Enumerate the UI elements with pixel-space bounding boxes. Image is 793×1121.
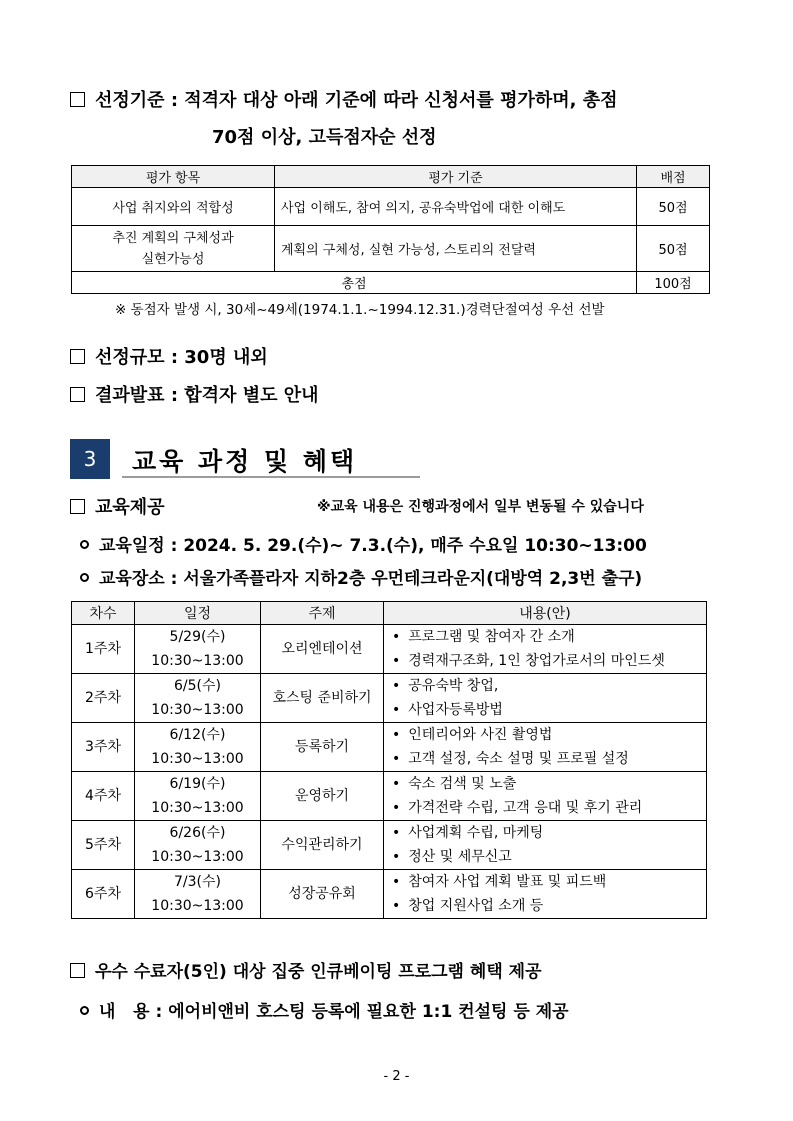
table-row — [72, 772, 707, 821]
curriculum-table — [71, 601, 707, 919]
criteria-heading — [70, 86, 618, 112]
topic-cell: 수익관리하기 — [261, 821, 384, 870]
table-row — [72, 188, 710, 226]
content-cell — [384, 723, 707, 772]
topic-cell: 호스팅 준비하기 — [261, 674, 384, 723]
table-row — [72, 870, 707, 919]
tie-note: ※ 동점자 발생 시, 30세~49세(1974.1.1.~1994.12.31.)경력단절여성 우선 선발 — [115, 302, 605, 318]
time-text: 10:30~13:00 — [151, 702, 244, 718]
incubating-content: 내 용 : 에어비앤비 호스팅 등록에 필요한 1:1 컨설팅 등 제공 — [99, 1002, 569, 1022]
topic-cell: 성장공유회 — [261, 870, 384, 919]
schedule-line — [80, 531, 647, 556]
row-standard: 사업 이해도, 참여 의지, 공유숙박업에 대한 이해도 — [275, 188, 637, 226]
education-notice: ※교육 내용은 진행과정에서 일부 변동될 수 있습니다 — [317, 499, 644, 515]
result-heading — [70, 381, 319, 407]
week-cell: 5주차 — [72, 821, 135, 870]
header-item: 평가 항목 — [72, 166, 275, 188]
section-title: 교육 과정 및 혜택 — [132, 447, 358, 476]
row-standard: 계획의 구체성, 실현 가능성, 스토리의 전달력 — [275, 226, 637, 272]
header-standard: 평가 기준 — [275, 166, 637, 188]
week-cell: 1주차 — [72, 625, 135, 674]
content-item: • 공유숙박 창업, — [392, 674, 700, 698]
content-cell — [384, 674, 707, 723]
content-item: • 숙소 검색 및 노출 — [392, 772, 700, 796]
scale-heading — [70, 343, 268, 369]
incubating-title: 우수 수료자(5인) 대상 집중 인큐베이팅 프로그램 혜택 제공 — [95, 962, 542, 982]
checkbox-square-icon — [70, 499, 85, 514]
total-row — [72, 272, 710, 294]
content-item: • 고객 설정, 숙소 설명 및 프로필 설정 — [392, 747, 700, 771]
date-cell — [135, 625, 261, 674]
row-item-line2: 실현가능성 — [141, 251, 205, 267]
place-text: 교육장소 : 서울가족플라자 지하2층 우먼테크라운지(대방역 2,3번 출구) — [99, 569, 643, 589]
total-score: 100점 — [637, 272, 710, 294]
topic-cell: 운영하기 — [261, 772, 384, 821]
week-cell: 2주차 — [72, 674, 135, 723]
date-text: 6/26(수) — [169, 825, 226, 841]
topic-cell: 오리엔테이션 — [261, 625, 384, 674]
circle-bullet-icon — [80, 1006, 89, 1015]
place-line — [80, 564, 642, 589]
criteria-line1: 선정기준 : 적격자 대상 아래 기준에 따라 신청서를 평가하며, 총점 — [95, 90, 618, 111]
week-cell: 6주차 — [72, 870, 135, 919]
content-item: • 경력재구조화, 1인 창업가로서의 마인드셋 — [392, 649, 700, 673]
total-label: 총점 — [72, 272, 637, 294]
content-item: • 창업 지원사업 소개 등 — [392, 894, 700, 918]
time-text: 10:30~13:00 — [151, 849, 244, 865]
content-cell — [384, 870, 707, 919]
time-text: 10:30~13:00 — [151, 653, 244, 669]
checkbox-square-icon — [70, 92, 85, 107]
time-text: 10:30~13:00 — [151, 898, 244, 914]
scale-text: 선정규모 : 30명 내외 — [95, 347, 268, 368]
content-item: • 프로그램 및 참여자 간 소개 — [392, 625, 700, 649]
content-cell — [384, 821, 707, 870]
content-item: • 가격전략 수립, 고객 응대 및 후기 관리 — [392, 796, 700, 820]
content-item: • 참여자 사업 계획 발표 및 피드백 — [392, 870, 700, 894]
date-cell — [135, 821, 261, 870]
table-row — [72, 625, 707, 674]
section-number-badge: 3 — [70, 439, 110, 479]
row-item — [72, 226, 275, 272]
row-item-line1: 추진 계획의 구체성과 — [112, 230, 234, 246]
header-date: 일정 — [135, 602, 261, 625]
content-item: • 사업자등록방법 — [392, 698, 700, 722]
date-text: 7/3(수) — [174, 874, 221, 890]
date-text: 6/19(수) — [169, 776, 226, 792]
checkbox-square-icon — [70, 963, 85, 978]
page-number: - 2 - — [383, 1069, 410, 1084]
row-score: 50점 — [637, 226, 710, 272]
table-row — [72, 821, 707, 870]
content-cell — [384, 625, 707, 674]
table-row — [72, 674, 707, 723]
result-text: 결과발표 : 합격자 별도 안내 — [95, 385, 319, 406]
checkbox-square-icon — [70, 387, 85, 402]
week-cell: 3주차 — [72, 723, 135, 772]
date-text: 6/12(수) — [169, 727, 226, 743]
row-item: 사업 취지와의 적합성 — [72, 188, 275, 226]
date-text: 5/29(수) — [169, 629, 226, 645]
header-content: 내용(안) — [384, 602, 707, 625]
table-row — [72, 723, 707, 772]
date-cell — [135, 870, 261, 919]
circle-bullet-icon — [80, 540, 89, 549]
topic-cell: 등록하기 — [261, 723, 384, 772]
time-text: 10:30~13:00 — [151, 751, 244, 767]
week-cell: 4주차 — [72, 772, 135, 821]
schedule-text: 교육일정 : 2024. 5. 29.(수)~ 7.3.(수), 매주 수요일 10:30~13:00 — [99, 536, 647, 556]
date-cell — [135, 723, 261, 772]
content-item: • 사업계획 수립, 마케팅 — [392, 821, 700, 845]
header-score: 배점 — [637, 166, 710, 188]
criteria-line2: 70점 이상, 고득점자순 선정 — [212, 127, 437, 148]
content-item: • 인테리어와 사진 촬영법 — [392, 723, 700, 747]
education-heading — [70, 493, 165, 519]
incubating-heading — [70, 957, 542, 982]
header-topic: 주제 — [261, 602, 384, 625]
content-item: • 정산 및 세무신고 — [392, 845, 700, 869]
education-title: 교육제공 — [95, 497, 165, 518]
content-cell — [384, 772, 707, 821]
date-cell — [135, 674, 261, 723]
time-text: 10:30~13:00 — [151, 800, 244, 816]
table-row — [72, 226, 710, 272]
incubating-content-line — [80, 997, 569, 1022]
section-underline — [122, 476, 420, 478]
header-week: 차수 — [72, 602, 135, 625]
date-cell — [135, 772, 261, 821]
criteria-table — [71, 165, 710, 294]
row-score: 50점 — [637, 188, 710, 226]
circle-bullet-icon — [80, 573, 89, 582]
date-text: 6/5(수) — [174, 678, 221, 694]
checkbox-square-icon — [70, 349, 85, 364]
